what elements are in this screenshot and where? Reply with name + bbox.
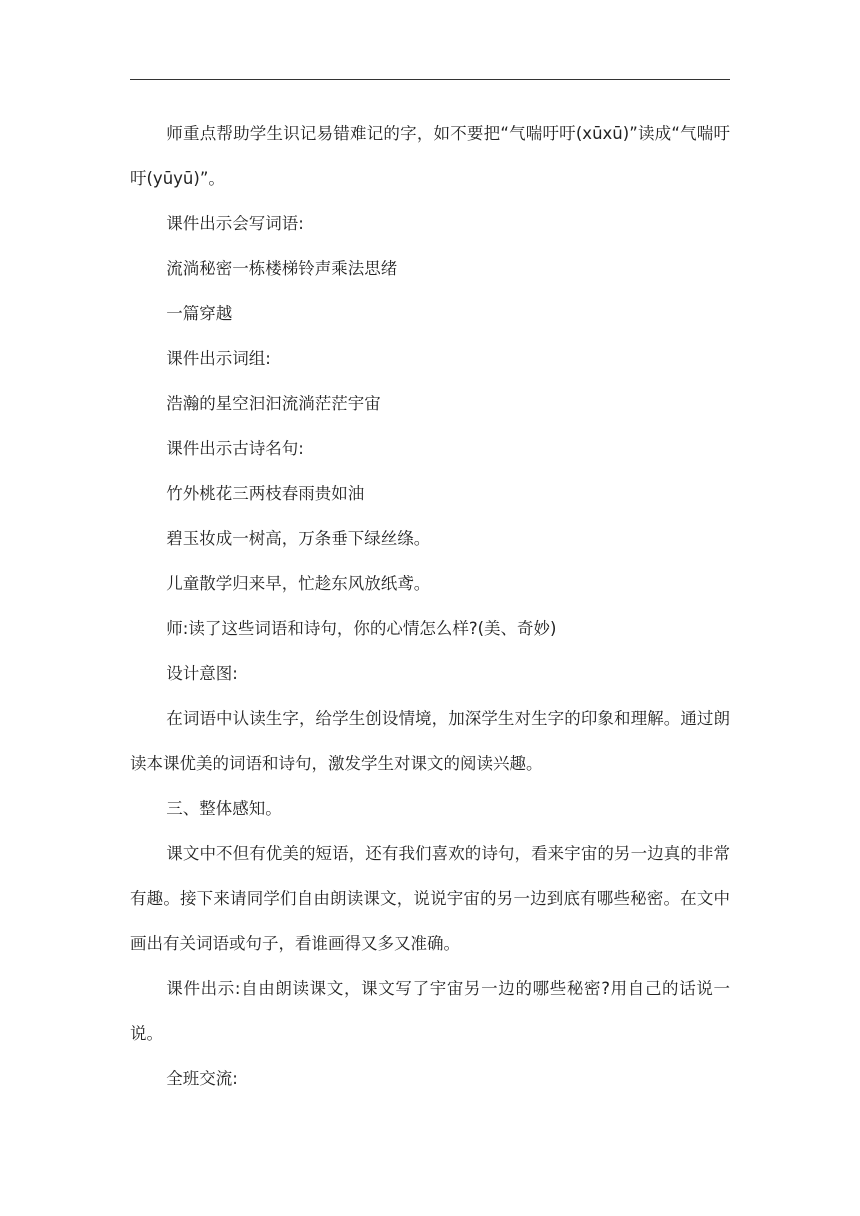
paragraph-teacher-question: 师:读了这些词语和诗句，你的心情怎么样?(美、奇妙)	[166, 619, 557, 638]
paragraph-poem-line-2: 碧玉妆成一树高，万条垂下绿丝绦。	[166, 529, 431, 548]
paragraph-phrases-list: 浩瀚的星空汩汩流淌茫茫宇宙	[166, 394, 381, 413]
section-heading-overall-perception: 三、整体感知。	[166, 799, 282, 818]
document-body	[130, 111, 730, 1101]
paragraph-writing-words-list: 流淌秘密一栋楼梯铃声乘法思绪	[166, 259, 398, 278]
paragraph-design-intent: 在词语中认读生字，给学生创设情境，加深学生对生字的印象和理解。通过朗读本课优美的词语和诗句，激发学生对课文的阅读兴趣。	[130, 709, 730, 773]
paragraph-class-discussion: 全班交流:	[166, 1069, 238, 1088]
paragraph-poem-line-3: 儿童散学归来早，忙趁东风放纸鸢。	[166, 574, 431, 593]
paragraph-courseware-task: 课件出示:自由朗读课文，课文写了宇宙另一边的哪些秘密?用自己的话说一说。	[130, 979, 730, 1043]
paragraph-reading-task: 课文中不但有优美的短语，还有我们喜欢的诗句，看来宇宙的另一边真的非常有趣。接下来请同学们自由朗读课文，说说宇宙的另一边到底有哪些秘密。在文中画出有关词语或句子，看谁画得又多又准确。	[130, 844, 730, 953]
header-rule	[130, 79, 730, 80]
paragraph-poems-heading: 课件出示古诗名句:	[166, 439, 304, 458]
paragraph-design-intent-heading: 设计意图:	[166, 664, 238, 683]
paragraph-writing-words-heading: 课件出示会写词语:	[166, 214, 304, 233]
paragraph-writing-words-extra: 一篇穿越	[166, 304, 233, 323]
paragraph-reading-guidance: 师重点帮助学生识记易错难记的字，如不要把“气喘吁吁(xūxū)”读成“气喘吁吁(yūyū)”。	[130, 124, 730, 188]
paragraph-phrases-heading: 课件出示词组:	[166, 349, 271, 368]
paragraph-poem-line-1: 竹外桃花三两枝春雨贵如油	[166, 484, 365, 503]
